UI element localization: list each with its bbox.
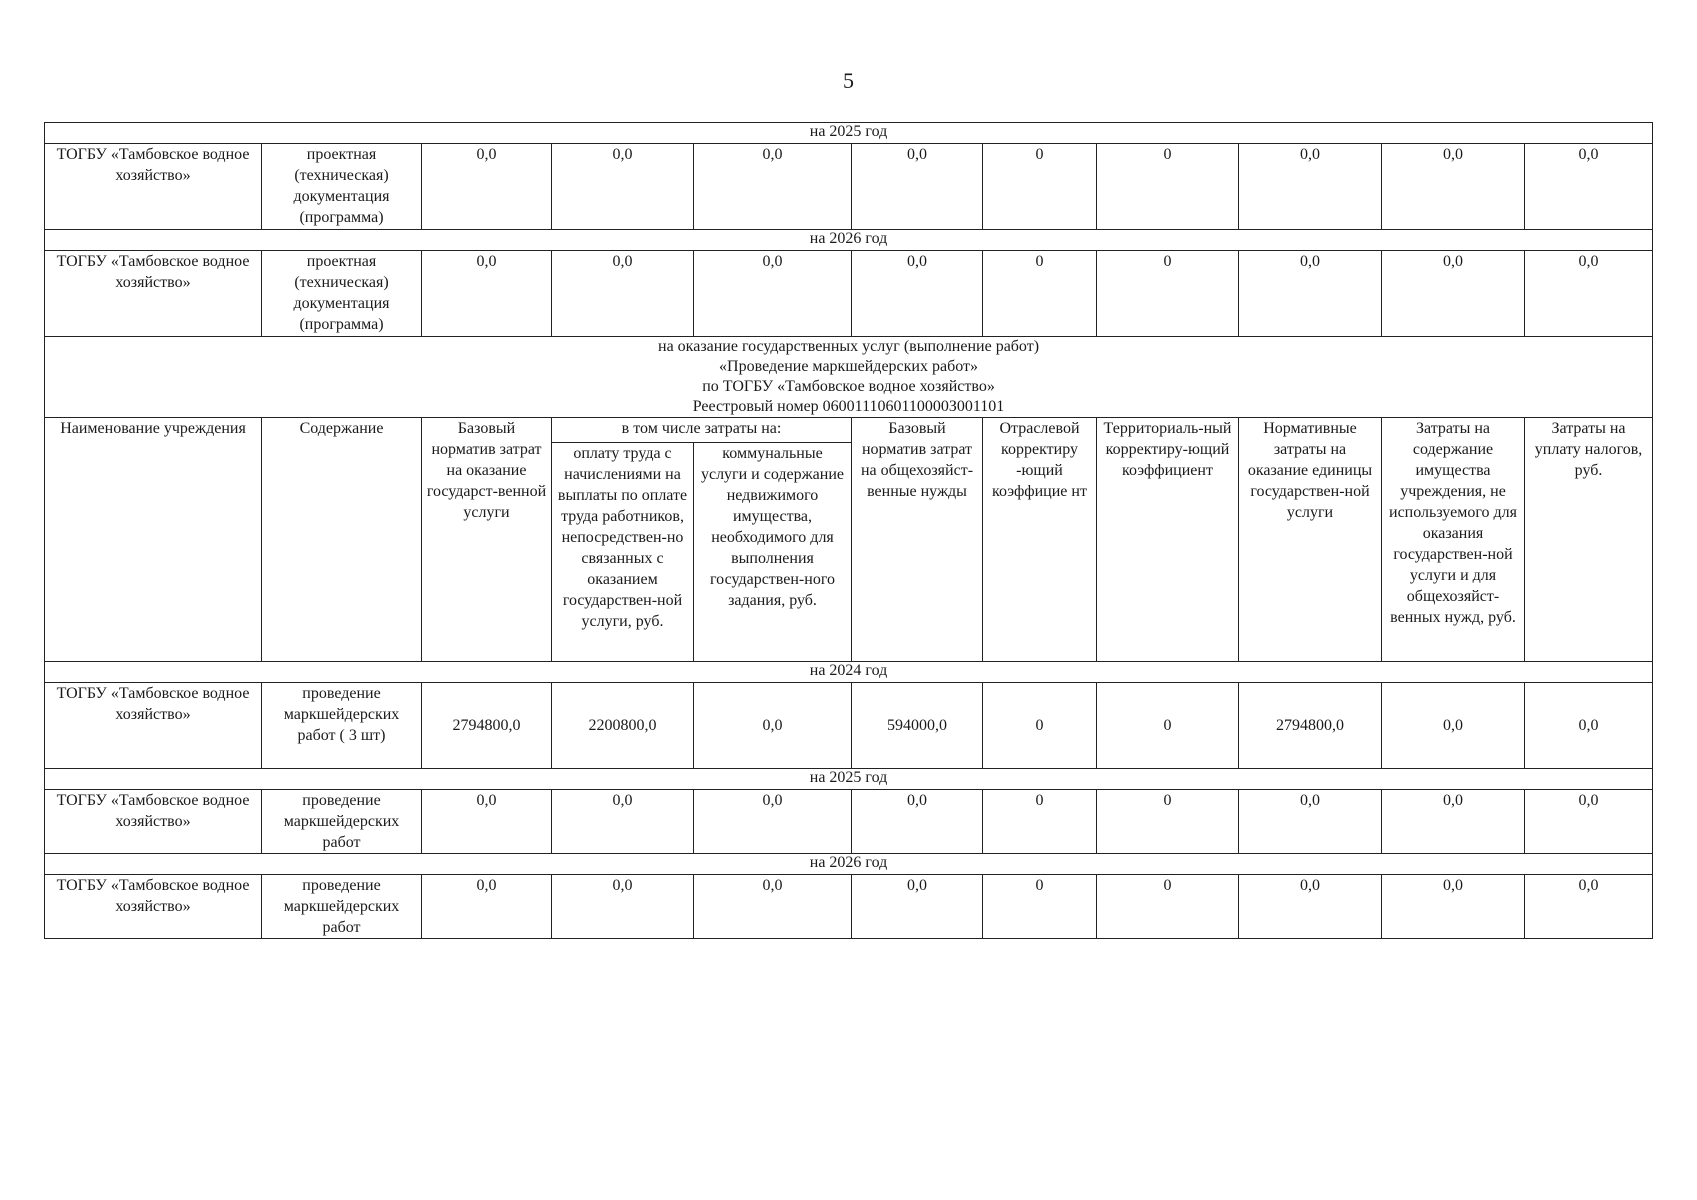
value-cell: 0,0 xyxy=(1525,790,1653,854)
header-utility-costs: коммунальные услуги и содержание недвижимого имущества, необходимого для выполнения государствен-ного задания, руб. xyxy=(694,443,852,662)
year-row xyxy=(45,123,1653,144)
value-cell: 0,0 xyxy=(1525,683,1653,769)
page-number: 5 xyxy=(843,68,854,93)
org-name-cell: ТОГБУ «Тамбовское водное хозяйство» xyxy=(45,251,262,337)
value-cell: 0 xyxy=(1097,875,1239,939)
header-territorial-coefficient: Территориаль-ный корректиру-ющий коэффициент xyxy=(1097,418,1239,662)
cost-table xyxy=(44,122,1653,939)
content-cell: проектная (техническая) документация (программа) xyxy=(262,251,422,337)
year-row xyxy=(45,769,1653,790)
value-cell: 0,0 xyxy=(552,144,694,230)
value-cell: 0 xyxy=(1097,251,1239,337)
service-line-2: «Проведение маркшейдерских работ» xyxy=(719,358,978,375)
value-cell: 0,0 xyxy=(694,683,852,769)
value-cell: 0,0 xyxy=(852,144,983,230)
year-row xyxy=(45,230,1653,251)
header-labor-costs: оплату труда с начислениями на выплаты по оплате труда работников, непосредствен-но связанных с оказанием государствен-ной услуги, руб. xyxy=(552,443,694,662)
value-cell: 2794800,0 xyxy=(1239,683,1382,769)
value-cell: 0,0 xyxy=(1239,790,1382,854)
table-row xyxy=(45,790,1653,854)
value-cell: 0,0 xyxy=(552,875,694,939)
value-cell: 0,0 xyxy=(1525,251,1653,337)
table-row xyxy=(45,251,1653,337)
table-row xyxy=(45,144,1653,230)
value-cell: 0,0 xyxy=(422,790,552,854)
org-name-cell: ТОГБУ «Тамбовское водное хозяйство» xyxy=(45,790,262,854)
value-cell: 0,0 xyxy=(694,790,852,854)
service-title-row xyxy=(45,337,1653,418)
value-cell: 0 xyxy=(1097,790,1239,854)
value-cell: 0,0 xyxy=(1382,251,1525,337)
value-cell: 0,0 xyxy=(552,251,694,337)
content-cell: проектная (техническая) документация (программа) xyxy=(262,144,422,230)
value-cell: 0,0 xyxy=(1239,875,1382,939)
value-cell: 0,0 xyxy=(1382,683,1525,769)
registry-number: Реестровый номер 0600111060110000З001101 xyxy=(692,398,1005,415)
year-label: на 2026 год xyxy=(45,854,1653,875)
header-org-name: Наименование учреждения xyxy=(45,418,262,662)
header-industry-coefficient: Отраслевой корректиру -ющий коэффицие нт xyxy=(983,418,1097,662)
org-name-cell: ТОГБУ «Тамбовское водное хозяйство» xyxy=(45,144,262,230)
value-cell: 594000,0 xyxy=(852,683,983,769)
value-cell: 0 xyxy=(983,790,1097,854)
year-row xyxy=(45,854,1653,875)
header-including: в том числе затраты на: xyxy=(552,418,852,443)
value-cell: 0,0 xyxy=(1239,251,1382,337)
header-content: Содержание xyxy=(262,418,422,662)
service-title xyxy=(45,337,1653,418)
org-name-cell: ТОГБУ «Тамбовское водное хозяйство» xyxy=(45,875,262,939)
value-cell: 0,0 xyxy=(422,251,552,337)
content-cell: проведение маркшейдерских работ ( 3 шт) xyxy=(262,683,422,769)
value-cell: 0,0 xyxy=(694,251,852,337)
service-line-3: по ТОГБУ «Тамбовское водное хозяйство» xyxy=(702,378,995,395)
value-cell: 0,0 xyxy=(1239,144,1382,230)
header-row xyxy=(45,418,1653,443)
value-cell: 0,0 xyxy=(422,144,552,230)
year-label: на 2024 год xyxy=(45,662,1653,683)
year-label: на 2025 год xyxy=(45,123,1653,144)
value-cell: 2200800,0 xyxy=(552,683,694,769)
value-cell: 0,0 xyxy=(1382,875,1525,939)
header-normative-costs: Нормативные затраты на оказание единицы государствен-ной услуги xyxy=(1239,418,1382,662)
value-cell: 0,0 xyxy=(1382,144,1525,230)
cost-table-wrapper xyxy=(44,122,1652,939)
value-cell: 0,0 xyxy=(1525,875,1653,939)
header-property-costs: Затраты на содержание имущества учреждения, не используемого для оказания государствен-ной услуги и для общехозяйст-венных нужд, руб. xyxy=(1382,418,1525,662)
header-tax-costs: Затраты на уплату налогов, руб. xyxy=(1525,418,1653,662)
table-row xyxy=(45,875,1653,939)
value-cell: 0 xyxy=(983,251,1097,337)
content-cell: проведение маркшейдерских работ xyxy=(262,875,422,939)
org-name-cell: ТОГБУ «Тамбовское водное хозяйство» xyxy=(45,683,262,769)
header-base-norm: Базовый норматив затрат на оказание государст-венной услуги xyxy=(422,418,552,662)
year-row xyxy=(45,662,1653,683)
value-cell: 0,0 xyxy=(694,144,852,230)
content-cell: проведение маркшейдерских работ xyxy=(262,790,422,854)
value-cell: 0 xyxy=(983,683,1097,769)
value-cell: 0,0 xyxy=(852,790,983,854)
value-cell: 0,0 xyxy=(552,790,694,854)
year-label: на 2026 год xyxy=(45,230,1653,251)
value-cell: 2794800,0 xyxy=(422,683,552,769)
value-cell: 0,0 xyxy=(852,875,983,939)
value-cell: 0 xyxy=(1097,144,1239,230)
value-cell: 0 xyxy=(1097,683,1239,769)
value-cell: 0 xyxy=(983,144,1097,230)
value-cell: 0,0 xyxy=(1525,144,1653,230)
value-cell: 0,0 xyxy=(422,875,552,939)
year-label: на 2025 год xyxy=(45,769,1653,790)
table-row xyxy=(45,683,1653,769)
value-cell: 0,0 xyxy=(1382,790,1525,854)
service-line-1: на оказание государственных услуг (выполнение работ) xyxy=(658,338,1040,355)
value-cell: 0,0 xyxy=(852,251,983,337)
value-cell: 0 xyxy=(983,875,1097,939)
header-general-needs: Базовый норматив затрат на общехозяйст-венные нужды xyxy=(852,418,983,662)
value-cell: 0,0 xyxy=(694,875,852,939)
